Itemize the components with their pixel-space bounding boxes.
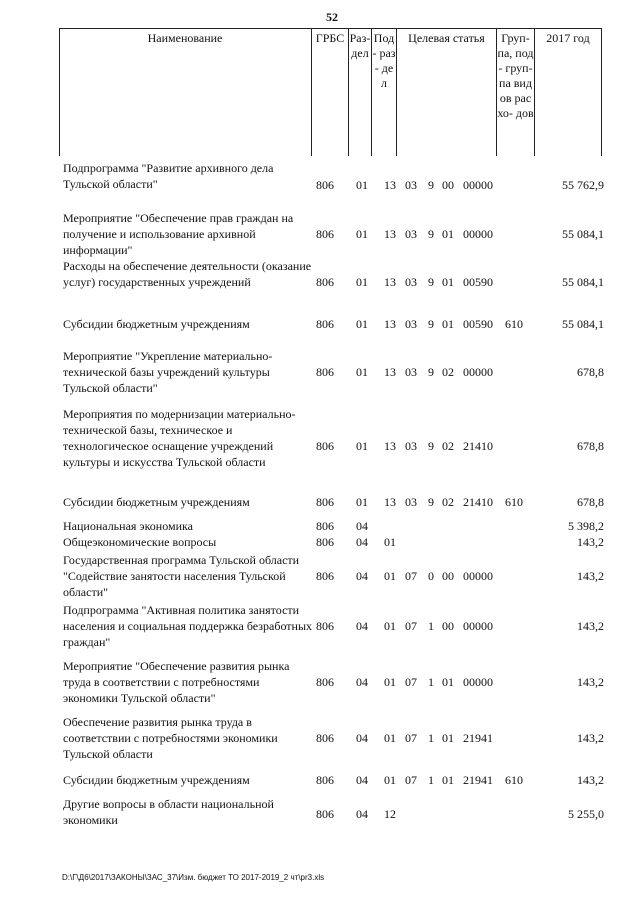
- row-cs-event: 00: [442, 619, 454, 633]
- row-cs-event: 00: [442, 178, 454, 192]
- row-grbs: 806: [316, 773, 334, 787]
- row-vid-rashodov: 610: [505, 317, 523, 331]
- row-razdel: 01: [356, 365, 368, 379]
- row-grbs: 806: [316, 227, 334, 241]
- row-razdel: 01: [356, 275, 368, 289]
- row-razdel: 04: [356, 569, 368, 583]
- row-cs-subprogram: 9: [428, 439, 434, 453]
- row-cs-program: 03: [405, 227, 417, 241]
- row-amount: 55 084,1: [562, 275, 604, 289]
- row-podrazdel: 13: [384, 227, 396, 241]
- row-cs-subprogram: 1: [428, 619, 434, 633]
- row-cs-program: 03: [405, 178, 417, 192]
- row-name: Национальная экономика: [63, 519, 193, 533]
- row-cs-direction: 00000: [463, 365, 493, 379]
- row-amount: 143,2: [577, 535, 604, 549]
- row-name: Мероприятие "Укрепление материально-технической базы учреждений культуры Тульской области": [63, 349, 273, 395]
- row-cs-direction: 00000: [463, 569, 493, 583]
- row-cs-direction: 21941: [463, 731, 493, 745]
- row-grbs: 806: [316, 807, 334, 821]
- row-podrazdel: 13: [384, 275, 396, 289]
- header-podrazdel: Под- раз- дел: [372, 28, 397, 156]
- row-vid-rashodov: 610: [505, 773, 523, 787]
- header-celevaya: Целевая статья: [397, 28, 497, 156]
- row-name: Мероприятие "Обеспечение прав граждан на получение и использование архивной информации": [63, 211, 294, 257]
- row-name: Подпрограмма "Активная политика занятости населения и социальная поддержка безработных граждан": [63, 603, 313, 649]
- row-grbs: 806: [316, 275, 334, 289]
- row-cs-event: 02: [442, 495, 454, 509]
- row-podrazdel: 01: [384, 675, 396, 689]
- row-cs-direction: 00590: [463, 275, 493, 289]
- row-name: Мероприятие "Обеспечение развития рынка труда в соответствии с потребностями экономики Тульской области": [63, 659, 290, 705]
- row-name: Другие вопросы в области национальной экономики: [63, 797, 274, 827]
- row-amount: 143,2: [577, 569, 604, 583]
- row-razdel: 04: [356, 807, 368, 821]
- row-grbs: 806: [316, 535, 334, 549]
- row-amount: 55 762,9: [562, 178, 604, 192]
- row-cs-subprogram: 9: [428, 365, 434, 379]
- row-cs-subprogram: 1: [428, 773, 434, 787]
- row-razdel: 04: [356, 519, 368, 533]
- row-cs-program: 07: [405, 773, 417, 787]
- row-grbs: 806: [316, 619, 334, 633]
- row-amount: 678,8: [577, 439, 604, 453]
- row-grbs: 806: [316, 439, 334, 453]
- row-amount: 143,2: [577, 619, 604, 633]
- row-amount: 55 084,1: [562, 317, 604, 331]
- row-cs-program: 03: [405, 495, 417, 509]
- row-cs-direction: 00000: [463, 619, 493, 633]
- row-podrazdel: 01: [384, 619, 396, 633]
- row-podrazdel: 13: [384, 178, 396, 192]
- row-cs-subprogram: 9: [428, 227, 434, 241]
- header-razdel: Раз- дел: [349, 28, 372, 156]
- header-year: 2017 год: [535, 28, 602, 156]
- row-cs-subprogram: 9: [428, 178, 434, 192]
- row-cs-program: 03: [405, 365, 417, 379]
- row-grbs: 806: [316, 178, 334, 192]
- row-cs-event: 01: [442, 275, 454, 289]
- row-podrazdel: 13: [384, 495, 396, 509]
- row-razdel: 04: [356, 731, 368, 745]
- row-cs-event: 00: [442, 569, 454, 583]
- row-cs-program: 03: [405, 317, 417, 331]
- row-cs-direction: 00000: [463, 178, 493, 192]
- row-cs-program: 07: [405, 569, 417, 583]
- row-cs-direction: 00590: [463, 317, 493, 331]
- row-cs-subprogram: 9: [428, 495, 434, 509]
- row-grbs: 806: [316, 365, 334, 379]
- row-cs-program: 07: [405, 675, 417, 689]
- row-razdel: 04: [356, 675, 368, 689]
- row-amount: 5 398,2: [568, 519, 604, 533]
- row-cs-event: 02: [442, 365, 454, 379]
- row-cs-event: 01: [442, 227, 454, 241]
- row-cs-program: 07: [405, 619, 417, 633]
- file-path-footer: D:\Г\Д6\2017\ЗАКОНЫ\ЗАС_37\Изм. бюджет ТО 2017-2019_2 чт\pr3.xls: [62, 873, 325, 882]
- row-cs-direction: 00000: [463, 227, 493, 241]
- row-cs-direction: 21410: [463, 439, 493, 453]
- row-cs-subprogram: 1: [428, 675, 434, 689]
- row-vid-rashodov: 610: [505, 495, 523, 509]
- row-name: Подпрограмма "Развитие архивного дела Тульской области": [63, 161, 274, 191]
- row-podrazdel: 12: [384, 807, 396, 821]
- header-name: Наименование: [59, 28, 312, 156]
- row-cs-event: 02: [442, 439, 454, 453]
- row-cs-direction: 00000: [463, 675, 493, 689]
- row-podrazdel: 13: [384, 317, 396, 331]
- row-name: Государственная программа Тульской области "Содействие занятости населения Тульской области": [63, 553, 300, 599]
- row-grbs: 806: [316, 569, 334, 583]
- row-cs-event: 01: [442, 731, 454, 745]
- row-podrazdel: 01: [384, 535, 396, 549]
- row-cs-event: 01: [442, 675, 454, 689]
- row-cs-program: 07: [405, 731, 417, 745]
- row-amount: 143,2: [577, 675, 604, 689]
- row-podrazdel: 13: [384, 365, 396, 379]
- row-grbs: 806: [316, 731, 334, 745]
- row-podrazdel: 01: [384, 569, 396, 583]
- row-cs-program: 03: [405, 275, 417, 289]
- row-amount: 143,2: [577, 731, 604, 745]
- row-name: Субсидии бюджетным учреждениям: [63, 773, 250, 787]
- row-razdel: 04: [356, 773, 368, 787]
- row-razdel: 01: [356, 227, 368, 241]
- row-name: Обеспечение развития рынка труда в соответствии с потребностями экономики Тульской области: [63, 715, 278, 761]
- row-cs-subprogram: 1: [428, 731, 434, 745]
- row-razdel: 04: [356, 619, 368, 633]
- row-podrazdel: 01: [384, 773, 396, 787]
- row-name: Расходы на обеспечение деятельности (оказание услуг) государственных учреждений: [63, 259, 312, 289]
- row-razdel: 01: [356, 439, 368, 453]
- row-cs-subprogram: 9: [428, 275, 434, 289]
- row-cs-program: 03: [405, 439, 417, 453]
- row-amount: 678,8: [577, 495, 604, 509]
- row-name: Субсидии бюджетным учреждениям: [63, 495, 250, 509]
- row-podrazdel: 01: [384, 731, 396, 745]
- row-name: Субсидии бюджетным учреждениям: [63, 317, 250, 331]
- row-amount: 678,8: [577, 365, 604, 379]
- row-amount: 5 255,0: [568, 807, 604, 821]
- row-amount: 55 084,1: [562, 227, 604, 241]
- header-grbs: ГРБС: [312, 28, 349, 156]
- row-razdel: 04: [356, 535, 368, 549]
- row-grbs: 806: [316, 519, 334, 533]
- row-cs-event: 01: [442, 773, 454, 787]
- row-cs-direction: 21941: [463, 773, 493, 787]
- row-amount: 143,2: [577, 773, 604, 787]
- row-name: Общеэкономические вопросы: [63, 535, 217, 549]
- row-podrazdel: 13: [384, 439, 396, 453]
- row-cs-event: 01: [442, 317, 454, 331]
- header-gruppa: Груп- па, под- груп- па видов расхо- дов: [497, 28, 535, 156]
- row-cs-subprogram: 9: [428, 317, 434, 331]
- row-grbs: 806: [316, 675, 334, 689]
- row-razdel: 01: [356, 317, 368, 331]
- row-cs-subprogram: 0: [428, 569, 434, 583]
- row-razdel: 01: [356, 178, 368, 192]
- page-number: 52: [326, 10, 338, 24]
- row-grbs: 806: [316, 495, 334, 509]
- row-name: Мероприятия по модернизации материально-технической базы, техническое и технологическое оснащение учреждений культуры и искусства Тульской области: [63, 407, 296, 469]
- row-razdel: 01: [356, 495, 368, 509]
- table-header: [59, 28, 602, 156]
- row-grbs: 806: [316, 317, 334, 331]
- row-cs-direction: 21410: [463, 495, 493, 509]
